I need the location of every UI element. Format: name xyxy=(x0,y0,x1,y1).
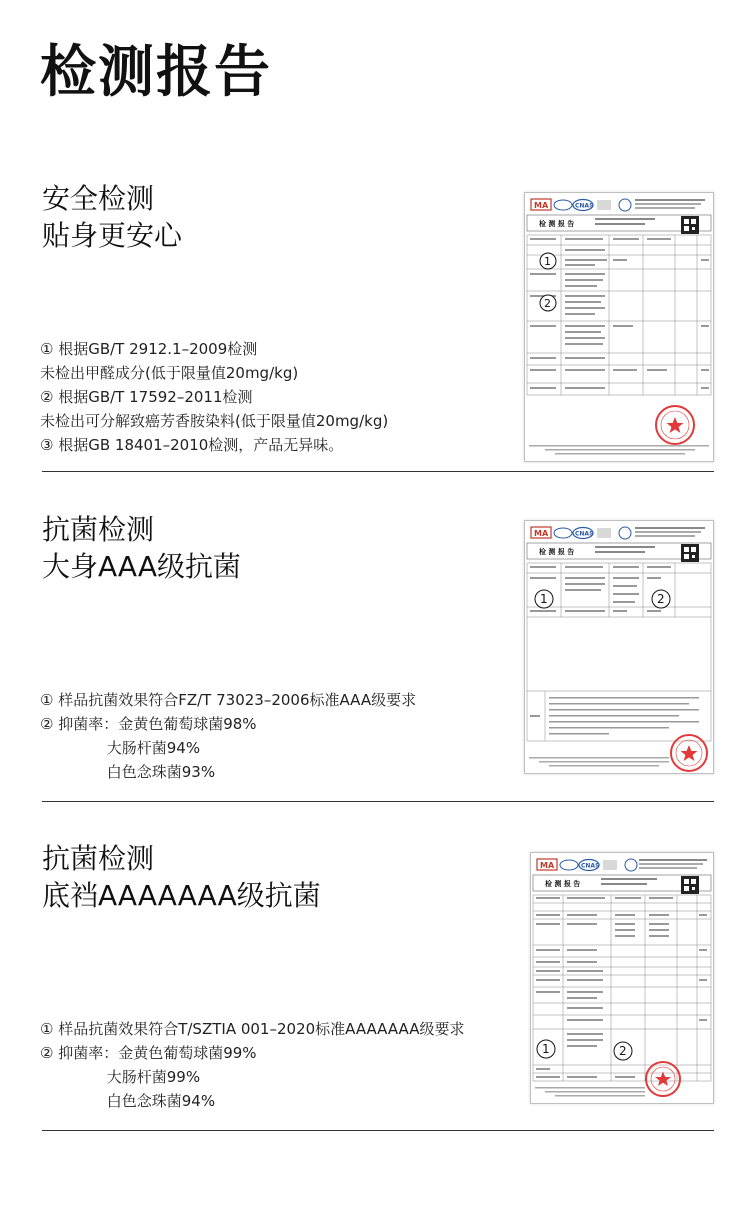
red-stamp-icon xyxy=(656,406,694,444)
report-marker-1 xyxy=(535,590,553,608)
cnas-logo-icon xyxy=(573,200,593,211)
section-line: ① 根据GB/T 2912.1–2009检测 xyxy=(40,340,258,358)
svg-text:2: 2 xyxy=(657,592,665,606)
svg-text:CNAS: CNAS xyxy=(581,862,600,870)
section-divider xyxy=(42,1130,714,1131)
report-marker-2 xyxy=(652,590,670,608)
section-line: ② 抑菌率：金黄色葡萄球菌98% xyxy=(40,715,257,733)
page-title: 检测报告 xyxy=(40,40,272,105)
section-heading-line1: 抗菌检测 xyxy=(42,842,155,875)
qr-code-icon xyxy=(681,544,699,562)
section-line: ① 样品抗菌效果符合T/SZTIA 001–2020标准AAAAAAA级要求 xyxy=(40,1020,465,1038)
report-marker-1 xyxy=(537,1040,555,1058)
ma-logo-icon xyxy=(531,527,551,538)
svg-text:1: 1 xyxy=(540,592,548,606)
red-stamp-icon xyxy=(671,735,707,771)
ma-logo-icon xyxy=(531,199,551,210)
section-line: 大肠杆菌94% xyxy=(40,739,201,757)
section-line: 大肠杆菌99% xyxy=(40,1068,201,1086)
svg-text:1: 1 xyxy=(542,1042,550,1056)
cnas-logo-icon xyxy=(573,528,593,539)
svg-text:2: 2 xyxy=(544,297,551,310)
cnas-logo-icon xyxy=(579,860,599,871)
section-heading-line2: 大身AAA级抗菌 xyxy=(42,550,242,583)
svg-text:检 测 报 告: 检 测 报 告 xyxy=(539,548,575,556)
svg-text:1: 1 xyxy=(544,255,551,268)
svg-text:CNAS: CNAS xyxy=(575,530,594,538)
section-line: 白色念珠菌93% xyxy=(40,763,216,781)
ma-logo-icon xyxy=(537,859,557,870)
report-marker-1 xyxy=(540,253,556,269)
ilac-logo-icon xyxy=(554,200,572,210)
section-heading-line2: 贴身更安心 xyxy=(42,219,183,252)
test-report-image xyxy=(524,520,714,774)
test-report-image xyxy=(530,852,714,1104)
section-line: 白色念珠菌94% xyxy=(40,1092,216,1110)
report-marker-2 xyxy=(614,1042,632,1060)
section-heading-line1: 抗菌检测 xyxy=(42,513,155,546)
section-line: ① 样品抗菌效果符合FZ/T 73023–2006标准AAA级要求 xyxy=(40,691,417,709)
svg-text:2: 2 xyxy=(619,1044,627,1058)
ilac-logo-icon xyxy=(560,860,578,870)
qr-code-icon xyxy=(681,216,699,234)
svg-text:检 测 报 告: 检 测 报 告 xyxy=(539,220,575,228)
svg-text:MA: MA xyxy=(540,861,555,870)
svg-text:CNAS: CNAS xyxy=(575,202,594,210)
qr-code-icon xyxy=(681,876,699,894)
svg-text:MA: MA xyxy=(534,201,549,210)
section-heading-line1: 安全检测 xyxy=(42,182,155,215)
red-stamp-icon xyxy=(646,1062,680,1096)
section-line: 未检出可分解致癌芳香胺染料(低于限量值20mg/kg) xyxy=(40,412,389,430)
section-line: ③ 根据GB 18401–2010检测，产品无异味。 xyxy=(40,436,344,454)
test-report-image xyxy=(524,192,714,462)
svg-text:检 测 报 告: 检 测 报 告 xyxy=(545,880,581,888)
section-line: ② 根据GB/T 17592–2011检测 xyxy=(40,388,253,406)
ilac-logo-icon xyxy=(554,528,572,538)
svg-text:MA: MA xyxy=(534,529,549,538)
report-marker-2 xyxy=(540,295,556,311)
section-divider xyxy=(42,801,714,802)
section-line: 未检出甲醛成分(低于限量值20mg/kg) xyxy=(40,364,299,382)
section-heading-line2: 底裆AAAAAAA级抗菌 xyxy=(42,879,321,912)
section-divider xyxy=(42,471,714,472)
section-line: ② 抑菌率：金黄色葡萄球菌99% xyxy=(40,1044,257,1062)
